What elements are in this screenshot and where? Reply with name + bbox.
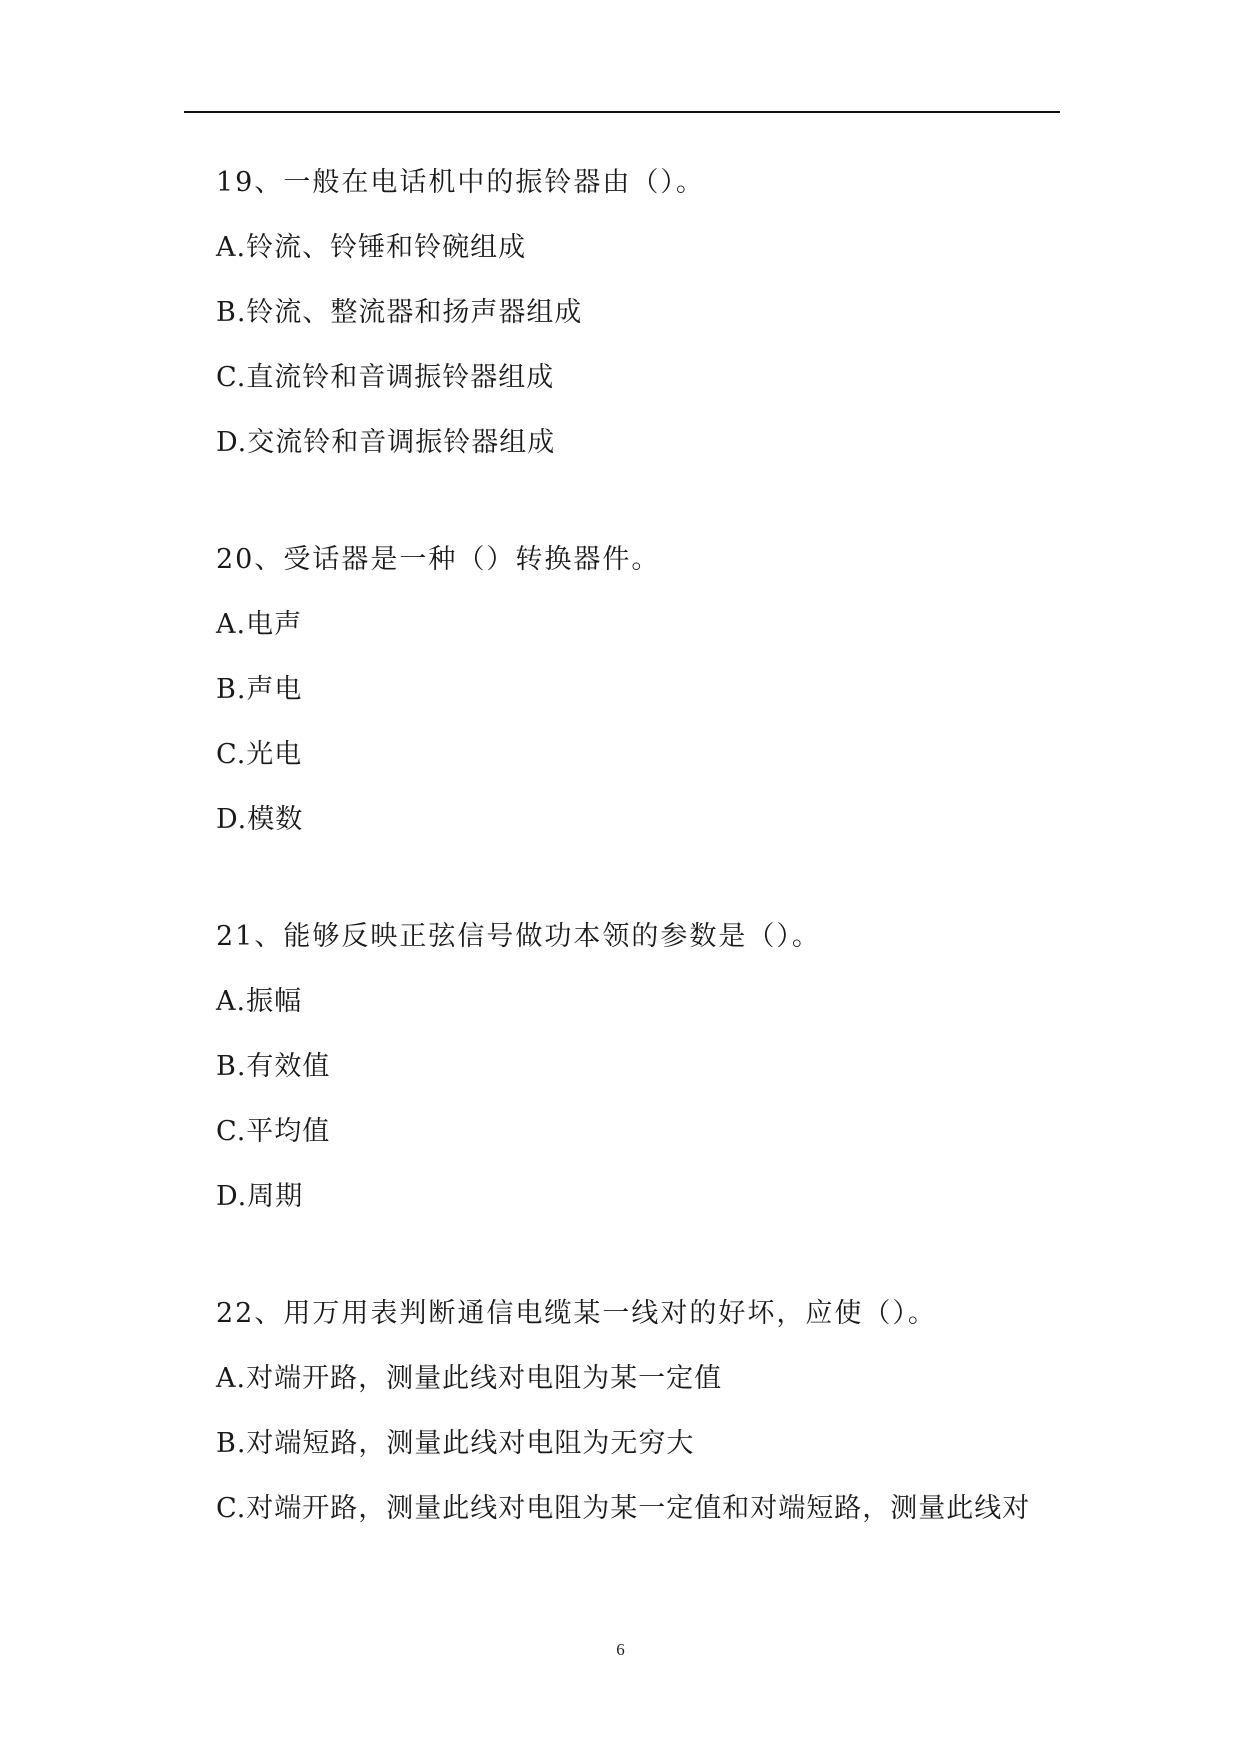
option-b: B.有效值 <box>216 1051 331 1082</box>
page-number: 6 <box>616 1640 625 1659</box>
option-b: B.对端短路，测量此线对电阻为无穷大 <box>216 1428 695 1459</box>
option-c: C.对端开路，测量此线对电阻为某一定值和对端短路，测量此线对 <box>216 1493 1031 1524</box>
option-c: C.平均值 <box>216 1116 331 1147</box>
question-22 <box>216 1281 1060 1541</box>
question-stem: 19、一般在电话机中的振铃器由（）。 <box>216 167 705 198</box>
option-d: D.周期 <box>216 1181 304 1212</box>
option-b: B.声电 <box>216 674 303 705</box>
question-stem: 20、受话器是一种（）转换器件。 <box>216 544 661 575</box>
option-b: B.铃流、整流器和扬声器组成 <box>216 297 583 328</box>
question-stem: 22、用万用表判断通信电缆某一线对的好坏，应使（）。 <box>216 1298 937 1329</box>
option-c: C.光电 <box>216 739 303 770</box>
question-21 <box>216 904 1060 1229</box>
question-list <box>216 150 1060 1593</box>
question-19 <box>216 150 1060 475</box>
option-a: A.对端开路，测量此线对电阻为某一定值 <box>216 1363 723 1394</box>
option-c: C.直流铃和音调振铃器组成 <box>216 362 555 393</box>
question-stem: 21、能够反映正弦信号做功本领的参数是（）。 <box>216 921 821 952</box>
option-a: A.电声 <box>216 609 303 640</box>
question-20 <box>216 527 1060 852</box>
option-d: D.交流铃和音调振铃器组成 <box>216 427 556 458</box>
option-a: A.振幅 <box>216 986 303 1017</box>
option-d: D.模数 <box>216 804 304 835</box>
option-a: A.铃流、铃锤和铃碗组成 <box>216 232 527 263</box>
header-rule <box>184 111 1060 113</box>
